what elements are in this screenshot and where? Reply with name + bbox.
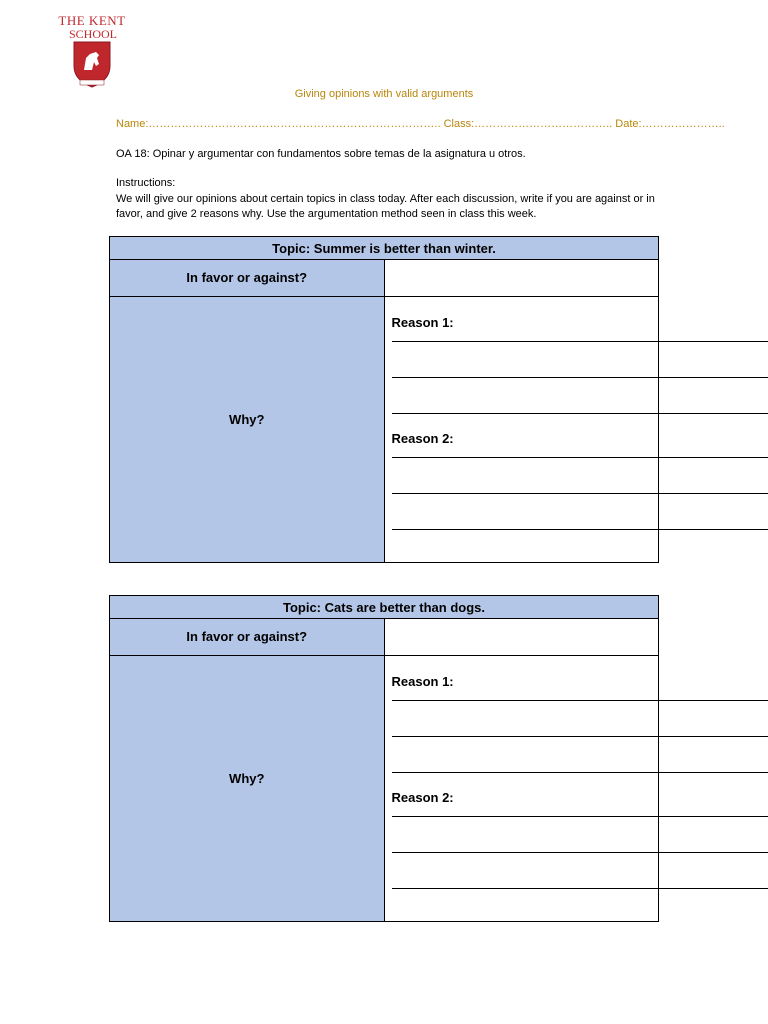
answer-line[interactable] [392,888,768,889]
answer-line[interactable] [392,772,768,773]
topic-table-1 [109,236,659,563]
favor-label: In favor or against? [110,260,385,297]
document-title: Giving opinions with valid arguments [294,88,474,100]
favor-answer-cell[interactable] [384,619,659,656]
topic-title: Topic: Summer is better than winter. [110,237,659,260]
instructions-label: Instructions: [116,177,176,189]
favor-label: In favor or against? [110,619,385,656]
reason-1-label: Reason 1: [391,315,454,330]
topic-table-2 [109,595,659,922]
learning-objective: OA 18: Opinar y argumentar con fundamentos sobre temas de la asignatura u otros. [116,148,526,160]
answer-line[interactable] [392,377,768,378]
answer-line[interactable] [392,736,768,737]
why-answer-cell[interactable] [384,656,659,922]
answer-line[interactable] [392,341,768,342]
why-label-text: Why? [229,771,265,786]
why-label [110,656,385,922]
why-label-text: Why? [229,412,265,427]
topic-title: Topic: Cats are better than dogs. [110,596,659,619]
answer-line[interactable] [392,493,768,494]
answer-line[interactable] [392,457,768,458]
reason-1-label: Reason 1: [391,674,454,689]
why-label [110,297,385,563]
answer-line[interactable] [392,816,768,817]
reason-2-label: Reason 2: [391,431,454,446]
favor-answer-cell[interactable] [384,260,659,297]
student-info-fields: Name:…………………………………………………………………….. Class:……………………………….. Date:………………….. [116,118,725,130]
logo-text-line2: SCHOOL [68,27,117,41]
reason-2-label: Reason 2: [391,790,454,805]
answer-line[interactable] [392,852,768,853]
why-answer-cell[interactable] [384,297,659,563]
answer-line[interactable] [392,413,768,414]
school-logo [54,14,130,90]
answer-line[interactable] [392,700,768,701]
shield-crest-icon [72,40,112,88]
logo-text-line1: THE KENT [58,13,126,28]
answer-line[interactable] [392,529,768,530]
instructions-text: We will give our opinions about certain topics in class today. After each discussion, write if you are against or in favor, and give 2 reasons why. Use the argumentation method seen in class this week. [116,193,655,220]
